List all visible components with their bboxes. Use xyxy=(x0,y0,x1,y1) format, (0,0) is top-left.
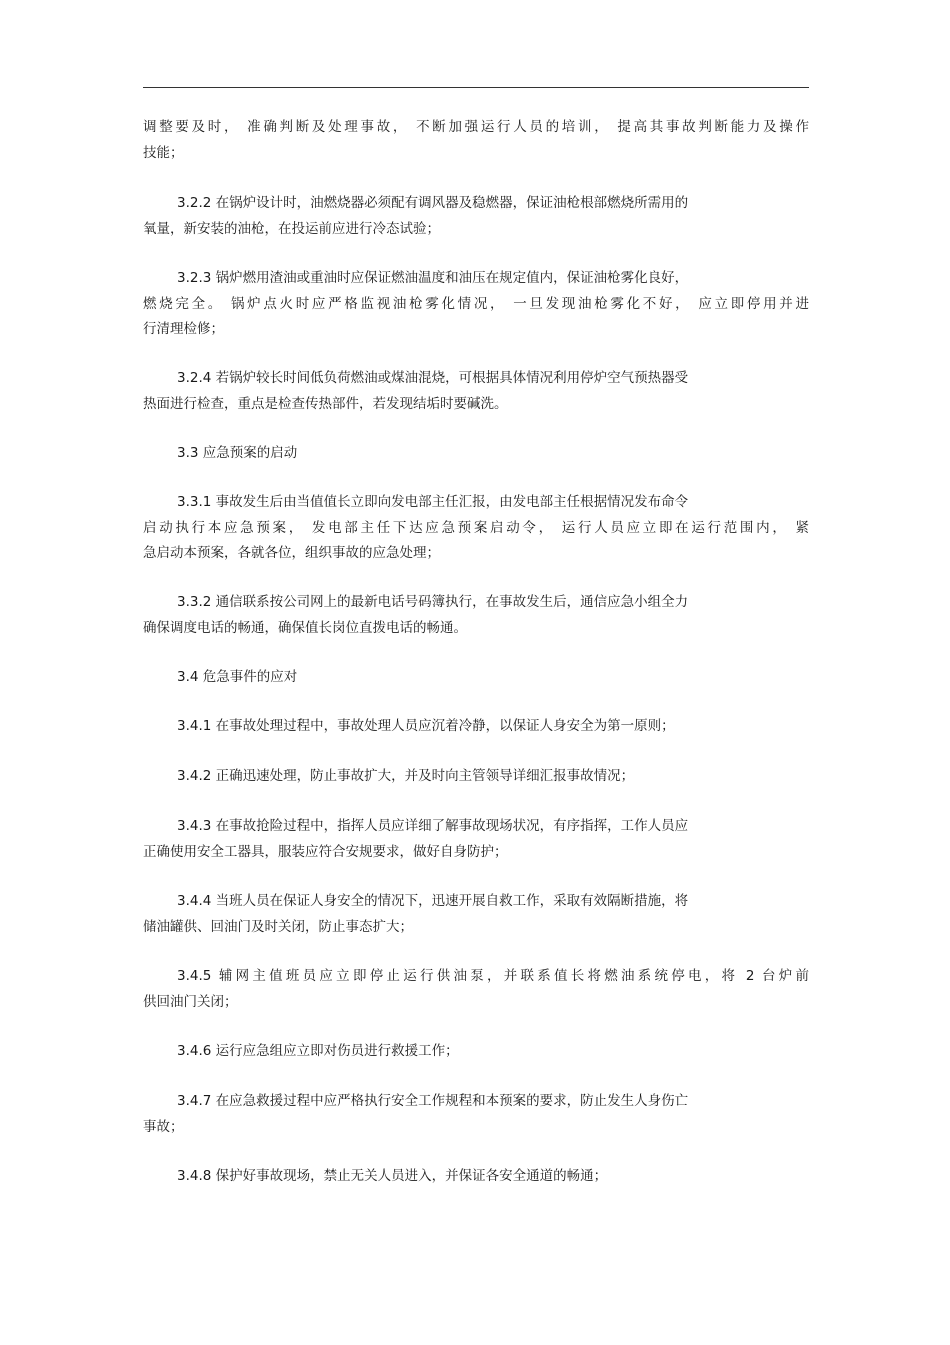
text-line: 技能； xyxy=(143,144,184,161)
paragraph-3-4-8 xyxy=(143,1164,809,1190)
text-line: 3.4.2 正确迅速处理，防止事故扩大，并及时向主管领导详细汇报事故情况； xyxy=(177,768,635,784)
section-heading-3-4: 3.4 危急事件的应对 xyxy=(177,669,298,685)
section-heading-3-3: 3.3 应急预案的启动 xyxy=(177,445,298,461)
paragraph-3-4-2 xyxy=(143,764,809,790)
paragraph-3-2-4 xyxy=(143,366,809,417)
text-line: 正确使用安全工器具，服装应符合安规要求，做好自身防护； xyxy=(143,843,508,860)
text-line: 启动执行本应急预案， 发电部主任下达应急预案启动令， 运行人员应立即在运行范围内， 紧 xyxy=(143,519,809,536)
paragraph-3-4-4 xyxy=(143,889,809,940)
paragraph-3-4-7 xyxy=(143,1089,809,1140)
text-line: 氧量，新安装的油枪，在投运前应进行冷态试验； xyxy=(143,220,440,237)
text-line: 储油罐供、回油门及时关闭，防止事态扩大； xyxy=(143,918,413,935)
paragraph-3-2-3 xyxy=(143,266,809,343)
text-line: 供回油门关闭； xyxy=(143,993,238,1010)
paragraph-3-4-5 xyxy=(143,964,809,1015)
text-line: 3.4.6 运行应急组应立即对伤员进行救援工作； xyxy=(177,1043,459,1059)
paragraph-3-4-6 xyxy=(143,1039,809,1065)
text-line: 3.4.8 保护好事故现场，禁止无关人员进入，并保证各安全通道的畅通； xyxy=(177,1168,608,1184)
paragraph-3-3-1 xyxy=(143,490,809,567)
paragraph-3-3-2 xyxy=(143,590,809,641)
paragraph-continuation xyxy=(143,115,809,166)
paragraph-3-4-3 xyxy=(143,814,809,865)
text-line: 3.4.7 在应急救援过程中应严格执行安全工作规程和本预案的要求，防止发生人身伤亡 xyxy=(177,1093,689,1109)
text-line: 3.2.4 若锅炉较长时间低负荷燃油或煤油混烧，可根据具体情况利用停炉空气预热器受 xyxy=(177,370,689,386)
text-line: 3.3.1 事故发生后由当值值长立即向发电部主任汇报，由发电部主任根据情况发布命令 xyxy=(177,494,689,510)
text-line: 调整要及时， 准确判断及处理事故， 不断加强运行人员的培训， 提高其事故判断能力及操作 xyxy=(143,119,809,135)
text-line: 热面进行检查，重点是检查传热部件，若发现结垢时要碱洗。 xyxy=(143,395,508,412)
text-line: 急启动本预案，各就各位，组织事故的应急处理； xyxy=(143,545,440,561)
text-line: 3.4.5 辅网主值班员应立即停止运行供油泵，并联系值长将燃油系统停电，将 2 台炉前 xyxy=(177,968,809,984)
text-line: 行清理检修； xyxy=(143,321,224,337)
header-rule xyxy=(143,87,809,88)
text-line: 3.4.4 当班人员在保证人身安全的情况下，迅速开展自救工作，采取有效隔断措施，将 xyxy=(177,893,689,909)
paragraph-3-2-2 xyxy=(143,191,809,242)
text-line: 事故； xyxy=(143,1118,184,1135)
text-line: 3.2.3 锅炉燃用渣油或重油时应保证燃油温度和油压在规定值内，保证油枪雾化良好， xyxy=(177,270,689,286)
text-line: 3.2.2 在锅炉设计时，油燃烧器必须配有调风器及稳燃器，保证油枪根部燃烧所需用的 xyxy=(177,195,689,211)
text-line: 3.3.2 通信联系按公司网上的最新电话号码簿执行，在事故发生后，通信应急小组全力 xyxy=(177,594,689,610)
text-line: 确保调度电话的畅通，确保值长岗位直拨电话的畅通。 xyxy=(143,619,467,636)
text-line: 3.4.3 在事故抢险过程中，指挥人员应详细了解事故现场状况，有序指挥，工作人员应 xyxy=(177,818,689,834)
text-line: 燃烧完全。 锅炉点火时应严格监视油枪雾化情况， 一旦发现油枪雾化不好， 应立即停用并进 xyxy=(143,295,809,312)
text-line: 3.4.1 在事故处理过程中，事故处理人员应沉着冷静，以保证人身安全为第一原则； xyxy=(177,718,675,734)
paragraph-3-4-1 xyxy=(143,714,809,740)
